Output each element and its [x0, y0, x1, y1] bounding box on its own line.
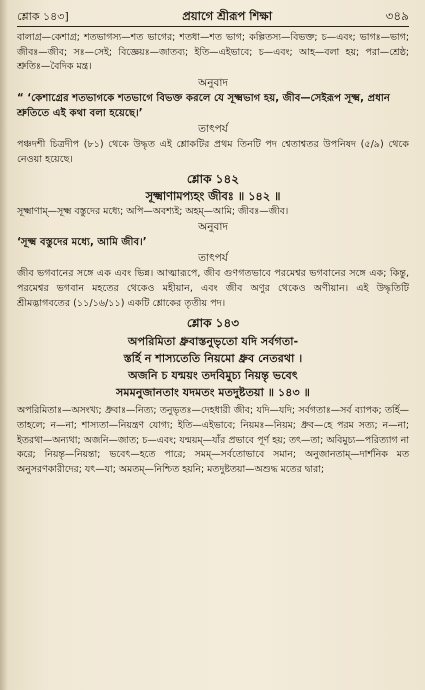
translation-141: “ ‘কেশাগ্রের শতভাগকে শতভাগে বিভক্ত করলে যে সূক্ষ্মভাগ হয়, জীব—সেইরূপ সূক্ষ্ম, প্রধান শ্রুতিতে এই কথা বলা হয়েছে।’	[17, 92, 390, 119]
translation-heading-141: অনুবাদ	[198, 76, 228, 89]
verse-line: সমমনুজানতাং যদমতং মতদুষ্টতয়া ॥ ১৪৩ ॥	[116, 386, 310, 400]
binding-shadow	[0, 0, 8, 690]
verse-line: স্তর্হি ন শাস্যতেতি নিয়মো ধ্রুব নেতরথা ।	[123, 352, 303, 366]
verse-line: অজনি চ যন্ময়ং তদবিমুচ্য নিয়ন্তৃ ভবেৎ	[128, 369, 298, 383]
header-chapter-title: প্রয়াগে শ্রীরূপ শিক্ষা	[182, 9, 273, 23]
purport-142: জীব ভগবানের সঙ্গে এক এবং ভিন্ন। আত্মারূপে, জীব গুণগতভাবে পরমেশ্বর ভগবানের সঙ্গে এক; কিন্তু, পরমেশ্বর ভগবান মহতের থেকেও মহীয়ান, এবং জীব অণুর থেকেও অণীয়ান। এই উদ্ধৃতিটি শ্রীমদ্ভাগবতের (১১/১৬/১১) একটি শ্লোকের তৃতীয় পদ।	[17, 268, 409, 310]
purport-heading-142: তাৎপর্য	[198, 252, 228, 265]
translation-142: ‘সূক্ষ্ম বস্তুদের মধ্যে, আমি জীব।’	[17, 237, 147, 249]
verse-text-142: সূক্ষ্মাণামপ্যহং জীবঃ ॥ ১৪২ ॥	[145, 189, 281, 203]
synonyms-143: অপরিমিতাঃ—অসংখ্য; ধ্রুবাঃ—নিত্য; তনুভৃতঃ—দেহধারী জীব; যদি—যদি; সর্বগতাঃ—সর্ব ব্যাপক; তর্হি—তাহলে; ন—না; শাস্যতা—নিয়ন্ত্রণ যোগ্য; ইতি—এইভাবে; নিয়মঃ—নিয়ম; ধ্রুব—হে পরম সত্য; ন—না; ইতরথা—অন্যথা; অজনি—জাত; চ—এবং; যন্ময়ম্—যাঁর প্রভাবে পূর্ণ হয়; তৎ—তা; অবিমুচ্য—পরিত্যাগ না করে; নিয়ন্তৃ—নিয়ন্তা; ভবেৎ—হতে পারে; সমম্—সর্বতোভাবে সমান; অনুজানতাম্—দার্শনিক মত অনুসরণকারীদের; যৎ—যা; অমতম্—নিশ্চিত হয়নি; মতদুষ্টতয়া—অশুদ্ধ মতের দ্বারা;	[17, 405, 409, 475]
synonyms-142: সূক্ষ্মাণাম্—সূক্ষ্ম বস্তুদের মধ্যে; অপি—অবশ্যই; অহম্—আমি; জীবঃ—জীব।	[17, 205, 289, 217]
running-header	[17, 9, 409, 27]
page-number: ৩৪৯	[385, 9, 409, 23]
synonyms-141: বালাগ্র—কেশাগ্র; শতভাগস্য—শত ভাগের; শতধা—শত ভাগ; কল্পিতস্য—বিভক্ত; চ—এবং; ভাগঃ—ভাগ; জীবঃ—জীব; সঃ—সেই; বিজ্ঞেয়ঃ—জাতব্য; ইতি—এইভাবে; চ—এবং; আহ—বলা হয়; পরা—শ্রেষ্ঠ; শ্রুতিঃ—বৈদিক মন্ত্র।	[17, 32, 409, 73]
verse-number-142: শ্লোক ১৪২	[186, 171, 240, 186]
verse-text-143	[17, 333, 409, 401]
purport-141: পঞ্চদশী চিত্রদীপ (৮১) থেকে উদ্ধৃত এই শ্লোকটির প্রথম তিনটি পদ শ্বেতাশ্বতর উপনিষদ (৫/৯) থেকে নেওয়া হয়েছে।	[17, 138, 409, 165]
header-verse-ref: শ্লোক ১৪৩]	[17, 10, 69, 23]
verse-number-143: শ্লোক ১৪৩	[186, 316, 240, 331]
verse-line: অপরিমিতা ধ্রুবাস্তনুভৃতো যদি সর্বগতা-	[127, 335, 299, 349]
purport-heading-141: তাৎপর্য	[198, 122, 228, 135]
translation-heading-142: অনুবাদ	[198, 221, 228, 234]
